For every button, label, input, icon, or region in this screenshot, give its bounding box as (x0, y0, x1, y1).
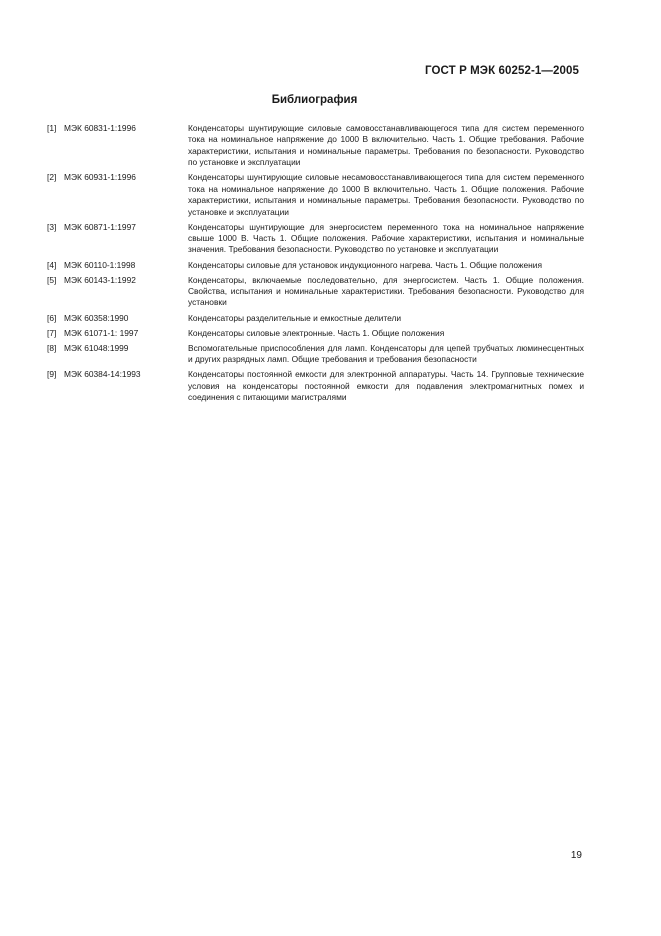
entry-standard-code: МЭК 60831-1:1996 (64, 123, 136, 133)
entry-number: [9] (47, 369, 57, 380)
entry-title: Конденсаторы шунтирующие силовые несамовосстанавливающегося типа для систем переменного тока на номинальное напряжение до 1000 В включительно. Часть 1. Общие положения. Рабочие характеристики, испытания и номинальные параметры. Требования безопасности. Руководство по установке и эксплуатации (188, 172, 584, 217)
entry-number: [3] (47, 221, 57, 232)
entry-number: [2] (47, 172, 57, 183)
bibliography-entry (47, 260, 584, 271)
entry-title: Вспомогательные приспособления для ламп. Конденсаторы для цепей трубчатых люминесцентных и других разрядных ламп. Общие требования и требования безопасности (188, 342, 584, 365)
bibliography-entry (47, 328, 584, 339)
document-code: ГОСТ Р МЭК 60252-1—2005 (425, 65, 579, 77)
bibliography-entry (47, 313, 584, 324)
entry-number: [1] (47, 123, 57, 133)
entry-title: Конденсаторы постоянной емкости для электронной аппаратуры. Часть 14. Групповые технические условия на конденсаторы постоянной емкости для подавления электромагнитных помех и соединения с питающими магистралями (188, 369, 584, 403)
entry-title: Конденсаторы, включаемые последовательно, для энергосистем. Часть 1. Общие положения. Свойства, испытания и номинальные характеристики. Требования безопасности. Руководство для установки (188, 274, 584, 308)
bibliography-entry (47, 123, 584, 169)
entry-standard-code: МЭК 60384-14:1993 (64, 369, 141, 380)
bibliography-entry (47, 222, 584, 256)
bibliography-list (47, 123, 584, 407)
entry-title: Конденсаторы силовые электронные. Часть 1. Общие положения (188, 327, 445, 338)
entry-title: Конденсаторы шунтирующие для энергосистем переменного тока на номинальное напряжение свыше 1000 В. Часть 1. Общие положения. Рабочие характеристики, испытания и номинальные значения. Требования безопасности. Руководство по установке и эксплуатации (188, 221, 584, 255)
section-title: Библиография (271, 94, 358, 106)
entry-number: [6] (47, 312, 57, 323)
entry-title: Конденсаторы силовые для установок индукционного нагрева. Часть 1. Общие положения (188, 259, 542, 270)
entry-standard-code: МЭК 60358:1990 (64, 312, 129, 323)
entry-standard-code: МЭК 60871-1:1997 (64, 221, 136, 232)
entry-standard-code: МЭК 61048:1999 (64, 342, 129, 353)
entry-title: Конденсаторы шунтирующие силовые самовосстанавливающегося типа для систем переменного тока на номинальное напряжение до 1000 В включительно. Часть 1. Общие требования. Рабочие характеристики, испытания и номинальные параметры. Требования по безопасности. Руководство по установке и эксплуатации (188, 123, 584, 168)
bibliography-entry (47, 343, 584, 366)
entry-standard-code: МЭК 60110-1:1998 (64, 259, 136, 270)
page-number: 19 (570, 850, 582, 861)
entry-standard-code: МЭК 61071-1: 1997 (64, 327, 139, 338)
entry-number: [7] (47, 327, 57, 338)
entry-number: [4] (47, 259, 57, 270)
entry-title: Конденсаторы разделительные и емкостные делители (188, 312, 402, 323)
bibliography-entry (47, 172, 584, 218)
entry-standard-code: МЭК 60931-1:1996 (64, 172, 136, 183)
entry-number: [8] (47, 342, 57, 353)
entry-standard-code: МЭК 60143-1:1992 (64, 274, 136, 285)
bibliography-entry (47, 275, 584, 309)
bibliography-entry (47, 369, 584, 403)
entry-number: [5] (47, 274, 57, 285)
